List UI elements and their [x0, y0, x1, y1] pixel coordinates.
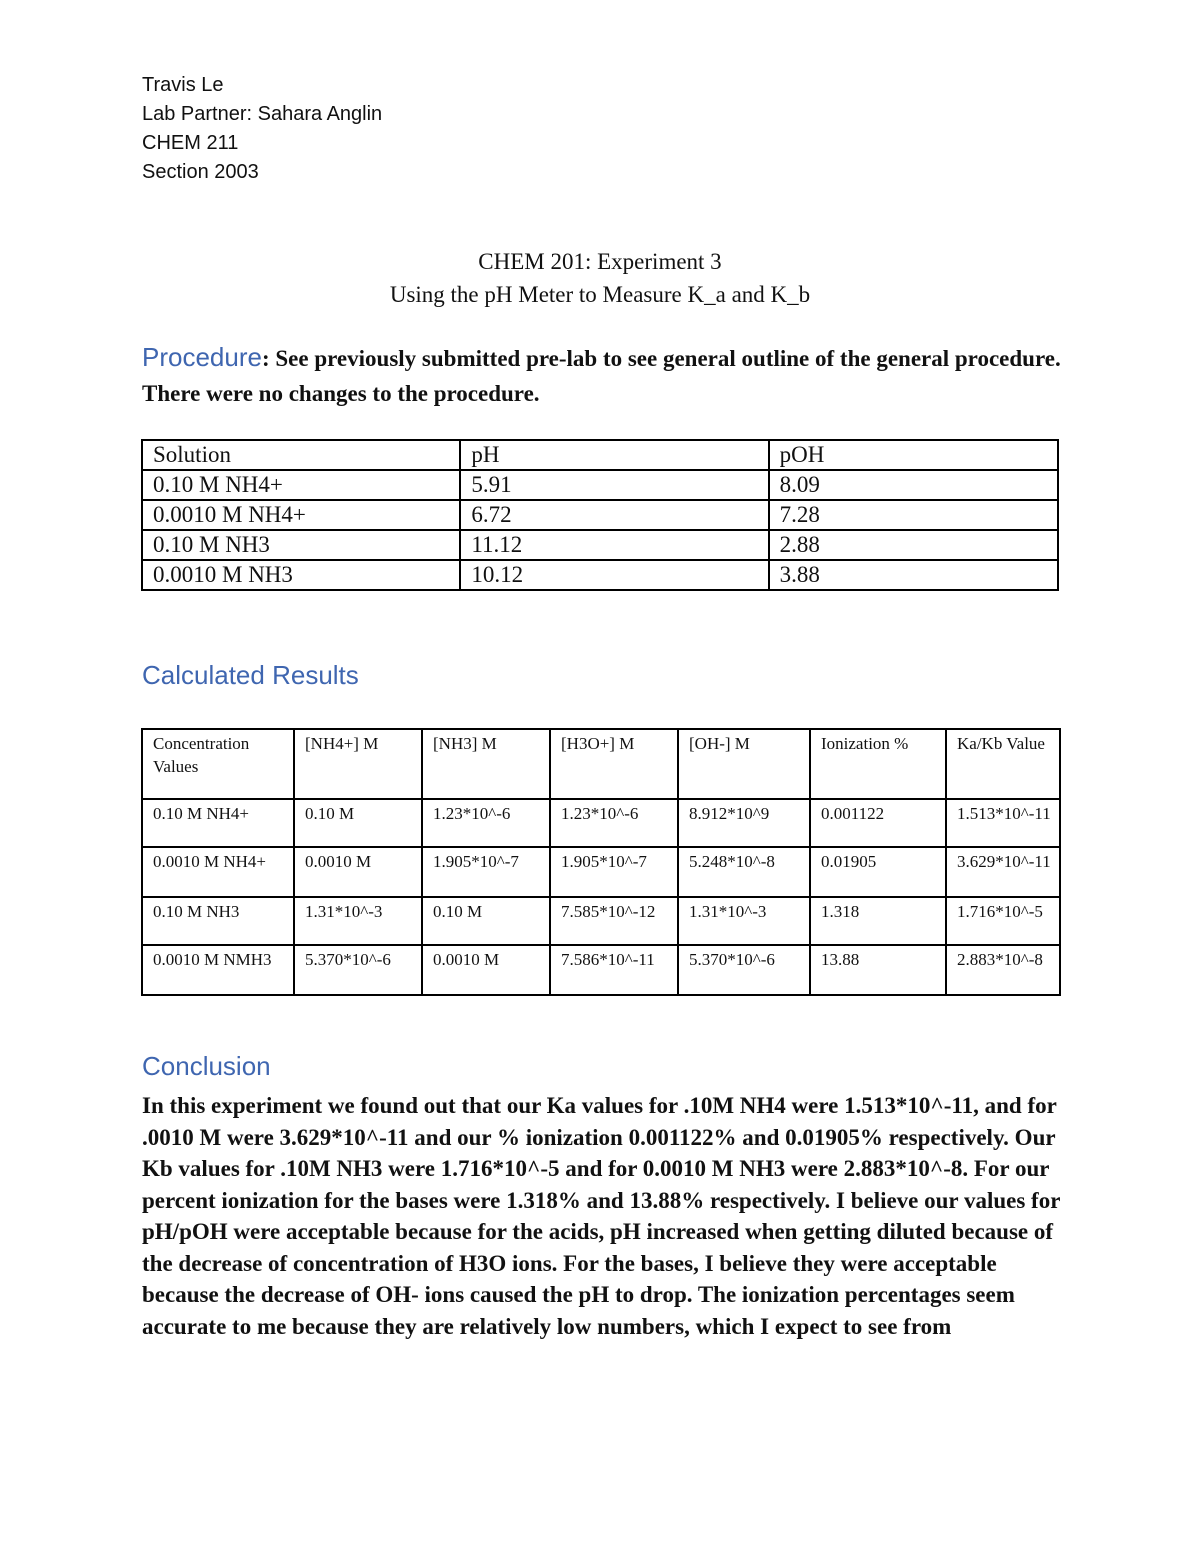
table-cell: 0.10 M [294, 799, 422, 847]
table-cell: 0.10 M NH3 [142, 530, 460, 560]
table-cell: 1.23*10^-6 [550, 799, 678, 847]
table-cell: 0.10 M [422, 897, 550, 945]
measurement-table [141, 439, 1059, 591]
table-cell: 0.0010 M NH3 [142, 560, 460, 590]
conclusion-paragraph: In this experiment we found out that our Ka values for .10M NH4 were 1.513*10^-11, and for .0010 M were 3.629*10^-11 and our % ionization 0.001122% and 0.01905% respectively. Our Kb values for .10M NH3 were 1.716*10^-5 and for 0.0010 M NH3 were 2.883*10^-8. For our percent ionization for the bases were 1.318% and 13.88% respectively. I believe our values for pH/pOH were acceptable because for the acids, pH increased when getting diluted because of the decrease of concentration of H3O ions. For the bases, I believe they were acceptable because the decrease of OH- ions caused the pH to drop. The ionization percentages seem accurate to me because they are relatively low numbers, which I expect to see from [142, 1093, 1061, 1339]
table-header-cell: [H3O+] M [550, 729, 678, 799]
table-cell: 0.01905 [810, 847, 946, 897]
table-header-cell: [NH4+] M [294, 729, 422, 799]
table-cell: 0.0010 M NH4+ [142, 500, 460, 530]
table-header-cell: [NH3] M [422, 729, 550, 799]
table-row [142, 530, 1058, 560]
conclusion-heading: Conclusion [142, 1051, 271, 1081]
table-row [142, 897, 1060, 945]
table-header-row [142, 729, 1060, 799]
table-cell: 11.12 [460, 530, 768, 560]
table-cell: 8.912*10^9 [678, 799, 810, 847]
table-header-cell: Concentration Values [142, 729, 294, 799]
title-line-1: CHEM 201: Experiment 3 [478, 249, 722, 274]
table-header-cell: Ionization % [810, 729, 946, 799]
table-row [142, 560, 1058, 590]
table-cell: 7.586*10^-11 [550, 945, 678, 995]
table-cell: 3.629*10^-11 [946, 847, 1060, 897]
table-row [142, 470, 1058, 500]
table-row [142, 945, 1060, 995]
calculated-results-heading: Calculated Results [142, 660, 359, 690]
table-cell: 2.88 [769, 530, 1058, 560]
lab-partner: Lab Partner: Sahara Anglin [142, 103, 383, 125]
table-header-cell: [OH-] M [678, 729, 810, 799]
table-cell: 8.09 [769, 470, 1058, 500]
table-cell: 1.905*10^-7 [550, 847, 678, 897]
table-cell: 0.10 M NH3 [142, 897, 294, 945]
table-cell: 0.0010 M [294, 847, 422, 897]
table-header-cell: Solution [142, 440, 460, 470]
procedure-heading: Procedure [142, 342, 262, 372]
table-cell: 0.0010 M NMH3 [142, 945, 294, 995]
table-cell: 0.0010 M [422, 945, 550, 995]
table-cell: 1.513*10^-11 [946, 799, 1060, 847]
document-title [0, 245, 1200, 311]
table-cell: 0.001122 [810, 799, 946, 847]
table-cell: 6.72 [460, 500, 768, 530]
table-header-row [142, 440, 1058, 470]
student-name: Travis Le [142, 74, 224, 96]
table-cell: 5.370*10^-6 [294, 945, 422, 995]
table-row [142, 799, 1060, 847]
student-header [142, 71, 382, 187]
table-cell: 0.0010 M NH4+ [142, 847, 294, 897]
table-cell: 5.91 [460, 470, 768, 500]
table-cell: 0.10 M NH4+ [142, 799, 294, 847]
table-cell: 1.716*10^-5 [946, 897, 1060, 945]
title-line-2: Using the pH Meter to Measure K_a and K_b [389, 282, 811, 307]
course-code: CHEM 211 [142, 132, 239, 154]
procedure-text: See previously submitted pre-lab to see general outline of the general procedure. There were no changes to the procedure. [142, 346, 1061, 406]
table-cell: 13.88 [810, 945, 946, 995]
table-cell: 7.28 [769, 500, 1058, 530]
calculated-results-table [141, 728, 1061, 996]
procedure-paragraph [142, 340, 1062, 411]
table-header-cell: pOH [769, 440, 1058, 470]
table-cell: 7.585*10^-12 [550, 897, 678, 945]
table-cell: 10.12 [460, 560, 768, 590]
procedure-colon: : [261, 346, 270, 371]
table-cell: 1.23*10^-6 [422, 799, 550, 847]
table-cell: 1.31*10^-3 [294, 897, 422, 945]
course-section: Section 2003 [142, 161, 259, 183]
table-cell: 1.31*10^-3 [678, 897, 810, 945]
table-cell: 0.10 M NH4+ [142, 470, 460, 500]
table-header-cell: pH [460, 440, 768, 470]
table-cell: 1.905*10^-7 [422, 847, 550, 897]
table-cell: 1.318 [810, 897, 946, 945]
table-cell: 3.88 [769, 560, 1058, 590]
table-header-cell: Ka/Kb Value [946, 729, 1060, 799]
table-cell: 5.248*10^-8 [678, 847, 810, 897]
table-cell: 5.370*10^-6 [678, 945, 810, 995]
table-row [142, 847, 1060, 897]
table-row [142, 500, 1058, 530]
table-cell: 2.883*10^-8 [946, 945, 1060, 995]
